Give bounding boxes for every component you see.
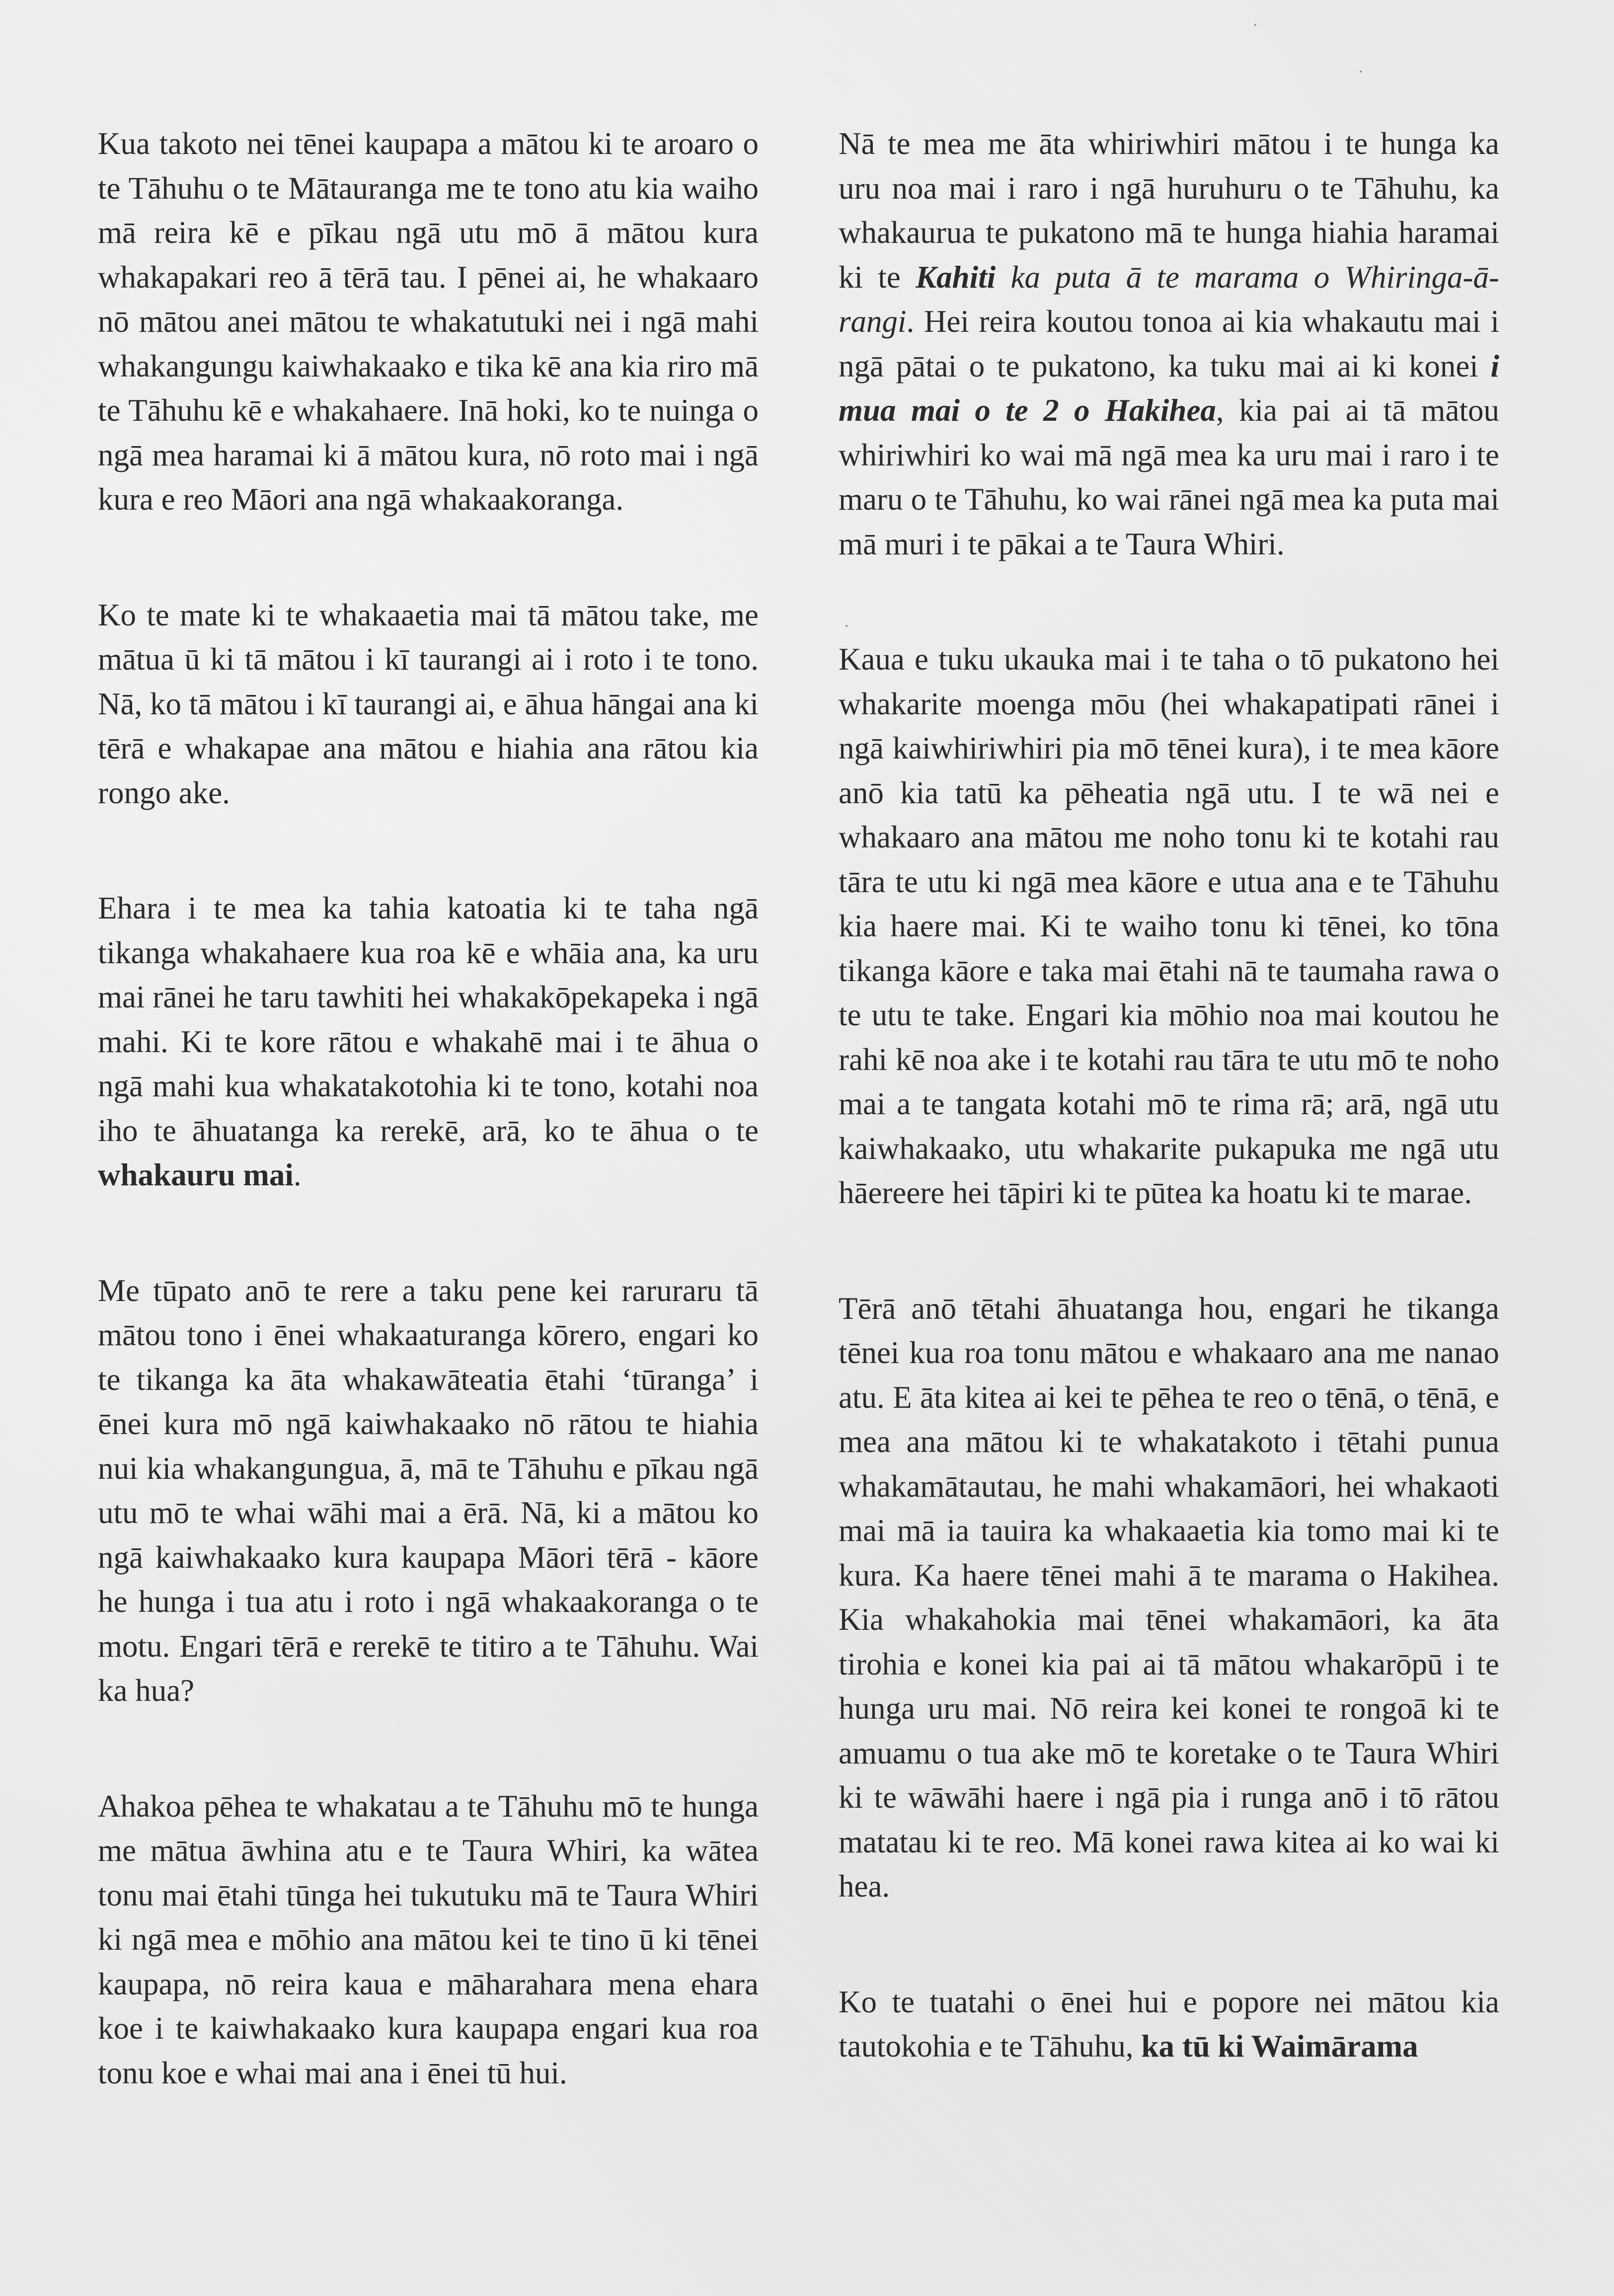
left-paragraph-3-text: Ehara i te mea ka tahia katoatia ki te taha ngā tikanga whakahaere kua roa kē e whāia ana, ka uru mai rānei he taru tawhiti hei whakakōpekapeka i ngā mahi. Ki te kore rātou e whakahē mai i te āhua o ngā mahi kua whakatakotohia ki te tono, kotahi noa iho te āhuatanga ka rerekē, arā, ko te āhua o te bbox=[98, 891, 759, 1148]
right-paragraph-1 bbox=[839, 122, 1499, 566]
left-paragraph-5: Ahakoa pēhea te whakatau a te Tāhuhu mō te hunga me mātua āwhina atu e te Taura Whiri, ka wātea tonu mai ētahi tūnga hei tukutuku mā te Taura Whiri ki ngā mea e mōhio ana mātou kei te tino ū ki tēnei kaupapa, nō reira kaua e māharahara mena ehara koe i te kaiwhakaako kura kaupapa engari kua roa tonu koe e whai mai ana i ēnei tū hui. bbox=[98, 1788, 759, 2090]
left-paragraph-1: Kua takoto nei tēnei kaupapa a mātou ki te aroaro o te Tāhuhu o te Mātauranga me te tono atu kia waiho mā reira kē e pīkau ngā utu mō ā mātou kura whakapakari reo ā tērā tau. I pēnei ai, he whakaaro nō mātou anei mātou te whakatutuki nei i ngā mahi whakangungu kaiwhakaako e tika kē ana kia riro mā te Tāhuhu kē e whakahaere. Inā hoki, ko te nuinga o ngā mea haramai ki ā mātou kura, nō roto mai i ngā kura e reo Māori ana ngā whakaakoranga. bbox=[98, 126, 759, 517]
right-paragraph-4-text: Ko te tuatahi o ēnei hui e popore nei mātou kia tautokohia e te Tāhuhu, bbox=[839, 1984, 1499, 2064]
deadline-bold-italic: i mua mai o te 2 o Hakihea bbox=[839, 348, 1499, 428]
right-paragraph-4 bbox=[839, 1980, 1499, 2069]
kahiti-bold-italic: Kahiti bbox=[916, 259, 996, 295]
left-paragraph-3 bbox=[98, 886, 759, 1198]
right-paragraph-2: Kaua e tuku ukauka mai i te taha o tō pukatono hei whakarite moenga mōu (hei whakapatipati rānei i ngā kaiwhiriwhiri pia mō tēnei kura), i te mea kāore anō kia tatū ka pēheatia ngā utu. I te wā nei e whakaaro ana mātou me noho tonu ki te kotahi rau tāra te utu ki ngā mea kāore e utua ana e te Tāhuhu kia haere mai. Ki te waiho tonu ki tēnei, ko tōna tikanga kāore e taka mai ētahi nā te taumaha rawa o te utu te take. Engari kia mōhio noa mai koutou he rahi kē noa ake i te kotahi rau tāra te utu mō te noho mai a te tangata kotahi mō te rima rā; arā, ngā utu kaiwhakaako, utu whakarite pukapuka me ngā utu hāereere hei tāpiri ki te pūtea ka hoatu ki te marae. bbox=[839, 642, 1499, 1210]
paper-speck bbox=[1360, 71, 1362, 73]
right-paragraph-1-text-c: , kia pai ai tā mātou whiriwhiri ko wai mā ngā mea ka uru mai i raro i te maru o te Tāhuhu, ko wai rānei ngā mea ka puta mai mā muri i te pākai a te Taura Whiri. bbox=[839, 393, 1499, 561]
paper-speck bbox=[1254, 24, 1256, 26]
left-paragraph-3-end: . bbox=[293, 1157, 302, 1192]
publication-date-italic: ka puta ā te marama o Whiringa-ā-rangi bbox=[839, 259, 1500, 339]
right-column bbox=[839, 122, 1499, 2069]
left-paragraph-4: Me tūpato anō te rere a taku pene kei raruraru tā mātou tono i ēnei whakaaturanga kōrero, engari ko te tikanga ka āta whakawāteatia ētahi ‘tūranga’ i ēnei kura mō ngā kaiwhakaako nō rātou te hiahia nui kia whakangungua, ā, mā te Tāhuhu e pīkau ngā utu mō te whai wāhi mai a ērā. Nā, ki a mātou ko ngā kaiwhakaako kura kaupapa Māori tērā - kāore he hunga i tua atu i roto i ngā whakaakoranga o te motu. Engari tērā e rerekē te titiro a te Tāhuhu. Wai ka hua? bbox=[98, 1273, 759, 1708]
left-column bbox=[98, 122, 759, 2095]
left-paragraph-2: Ko te mate ki te whakaaetia mai tā mātou take, me mātua ū ki tā mātou i kī taurangi ai i roto i te tono. Nā, ko tā mātou i kī taurangi ai, e āhua hāngai ana ki tērā e whakapae ana mātou e hiahia ana rātou kia rongo ake. bbox=[98, 597, 759, 810]
right-paragraph-3: Tērā anō tētahi āhuatanga hou, engari he tikanga tēnei kua roa tonu mātou e whakaaro ana me nanao atu. E āta kitea ai kei te pēhea te reo o tēnā, o tēnā, e mea ana mātou ki te whakatakoto i tētahi punua whakamātautau, he mahi whakamāori, hei whakaoti mai mā ia tauira ka whakaaetia kia tomo mai ki te kura. Ka haere tēnei mahi ā te marama o Hakihea. Kia whakahokia mai tēnei whakamāori, ka āta tirohia e konei kia pai ai tā mātou whakarōpū i te hunga uru mai. Nō reira kei konei te rongoā ki te amuamu o tua ake mō te koretake o te Taura Whiri ki te wāwāhi haere i ngā pia i runga anō i tō rātou matatau ki te reo. Mā konei rawa kitea ai ko wai ki hea. bbox=[839, 1291, 1499, 1904]
right-paragraph-1-text-a: Nā te mea me āta whiriwhiri mātou i te hunga ka uru noa mai i raro i ngā huruhuru o te Tāhuhu, ka whakaurua te pukatono mā te hunga hiahia haramai ki te bbox=[839, 126, 1499, 295]
waimarama-bold: ka tū ki Waimārama bbox=[1141, 2029, 1418, 2064]
whakauru-mai-bold: whakauru mai bbox=[98, 1157, 294, 1192]
right-paragraph-1-text-b: . Hei reira koutou tonoa ai kia whakautu mai i ngā pātai o te pukatono, ka tuku mai ai ki konei bbox=[839, 304, 1499, 383]
